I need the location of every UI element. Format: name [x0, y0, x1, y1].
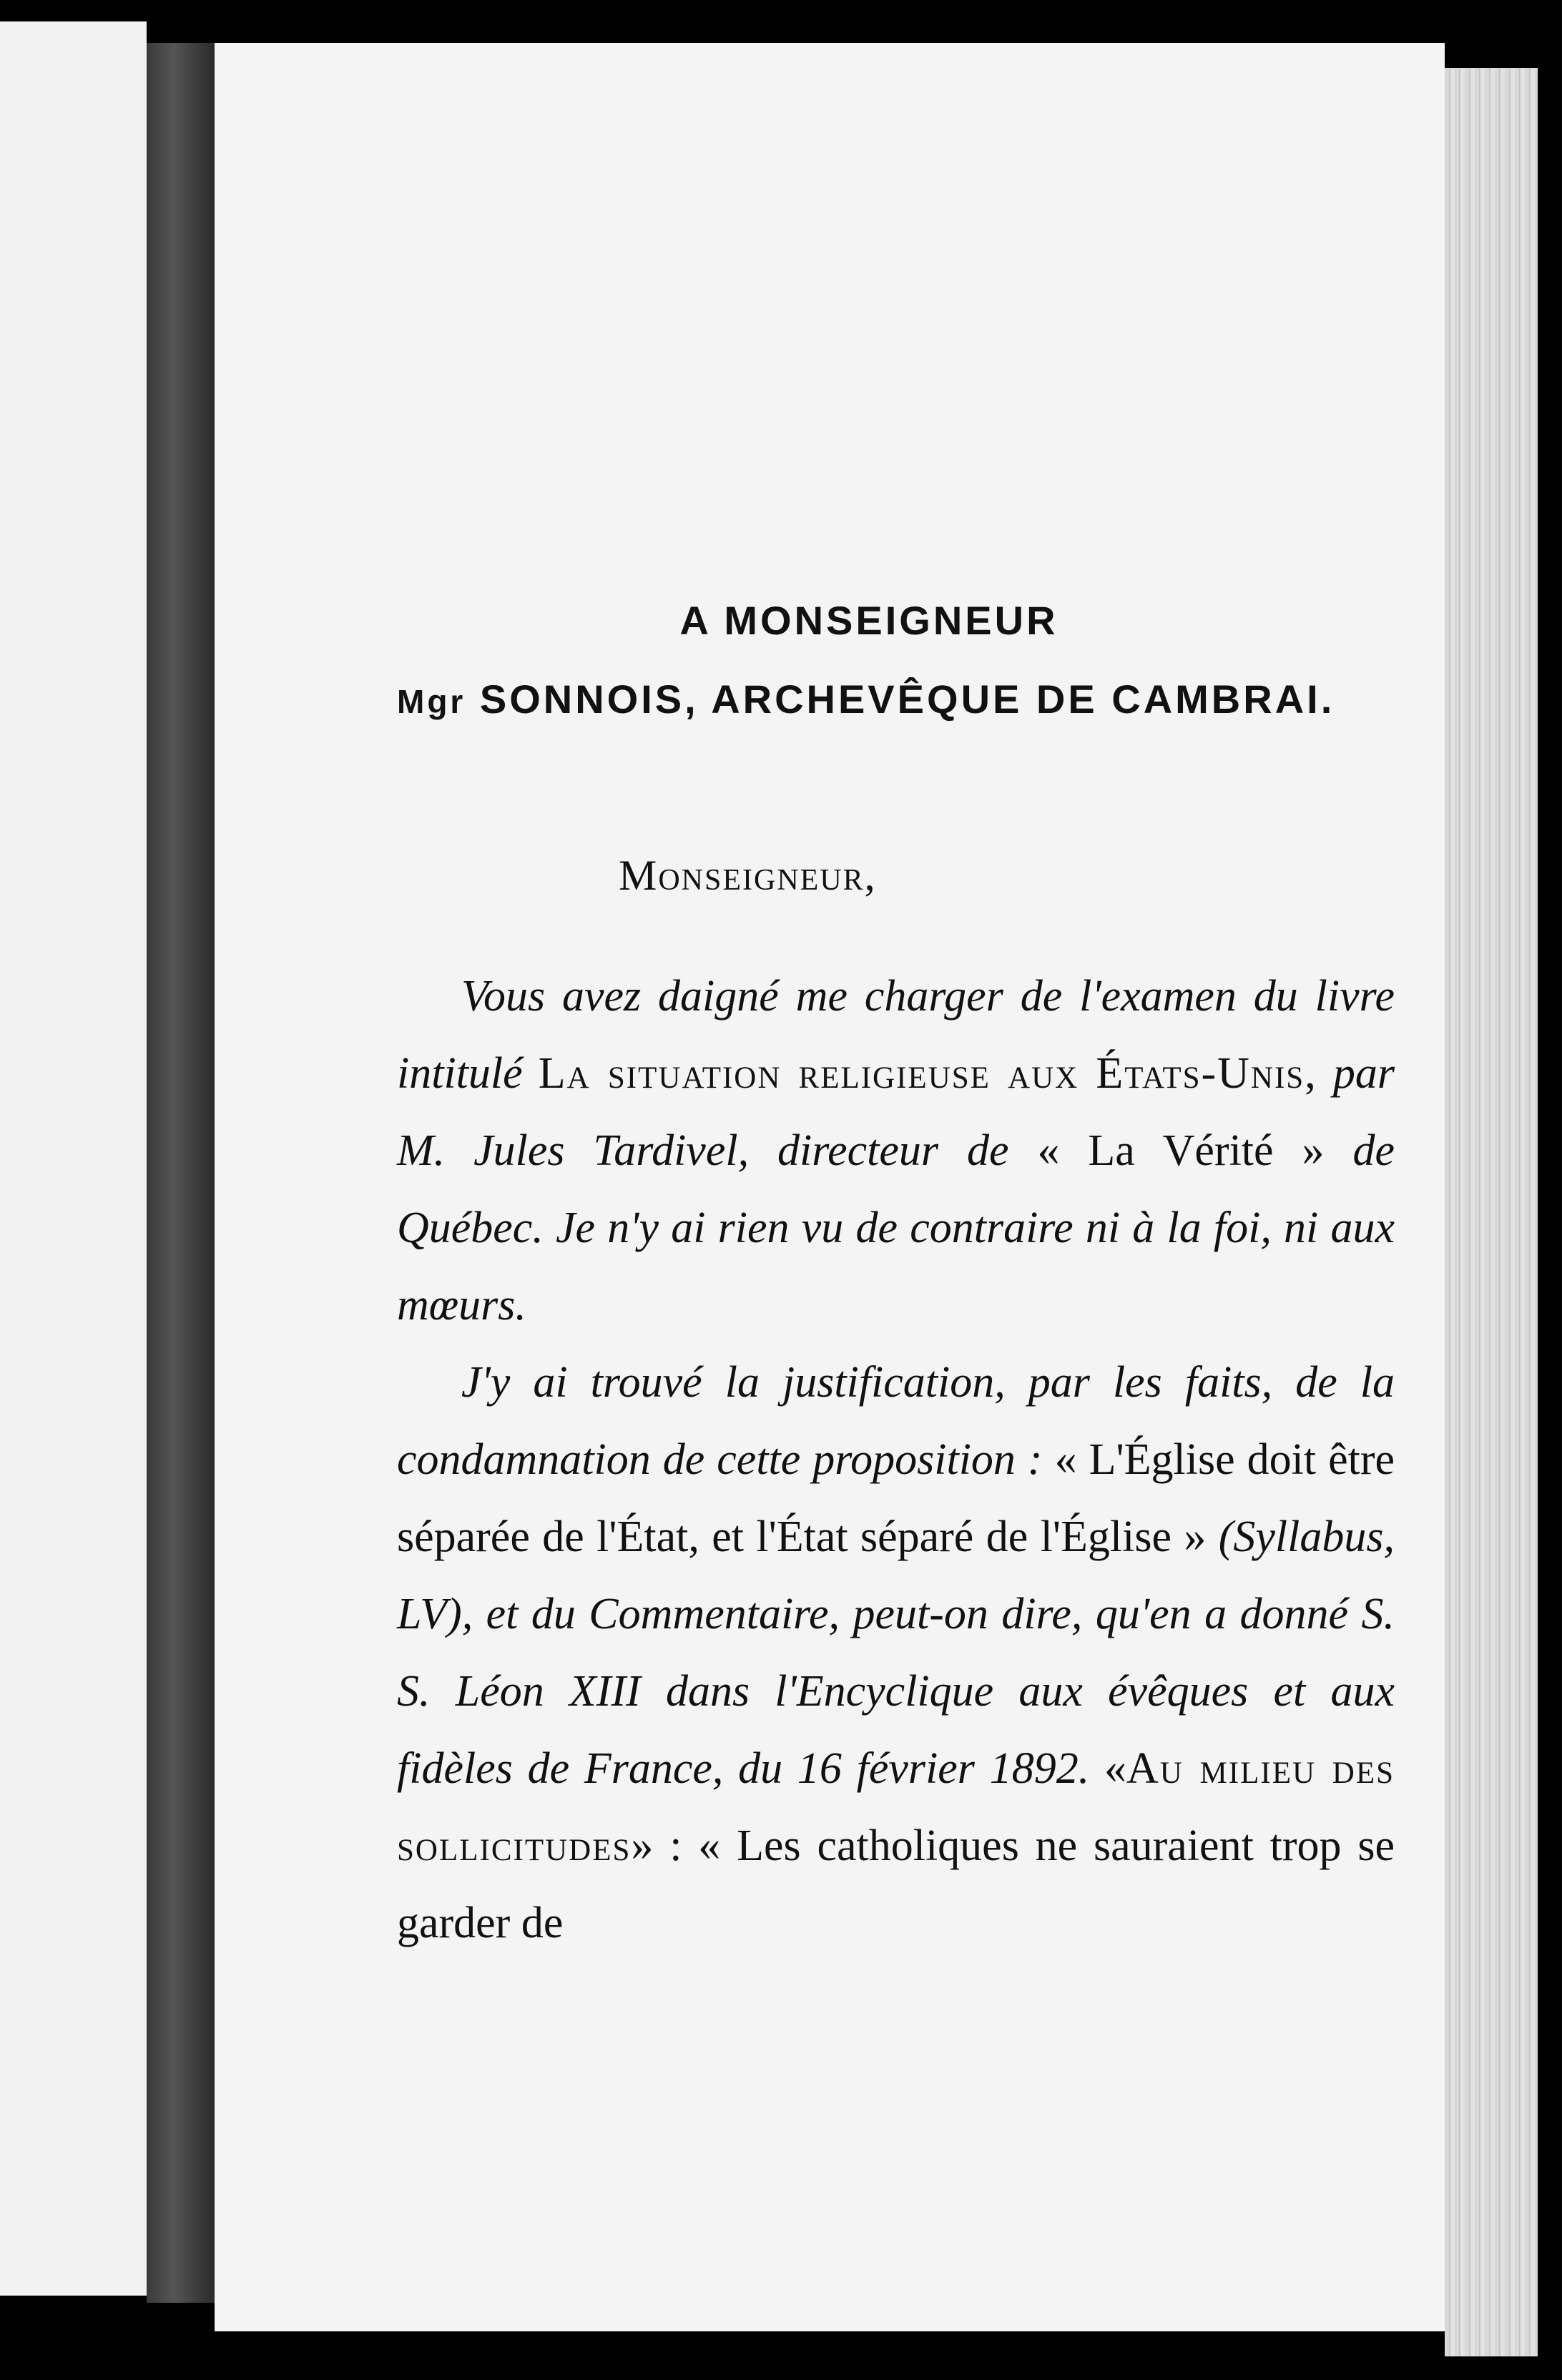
- paragraph-1-author: par M. Jules Tardivel, directeur de: [397, 1049, 1395, 1175]
- paragraph-2: [397, 1344, 1395, 1962]
- paragraph-1: [397, 958, 1395, 1344]
- encyclical-title: Au milieu des sollicitudes: [397, 1744, 1395, 1870]
- dedication-recipient-name: SONNOIS, ARCHEVÊQUE DE CAMBRAI.: [479, 677, 1335, 722]
- paragraph-2-connector: et: [486, 1590, 519, 1638]
- book-title: La situation religieuse aux États-Unis,: [538, 1049, 1317, 1098]
- letter-body: [397, 958, 1395, 1962]
- paragraph-1-opening: Vous avez daigné me charger de l'examen du livre intitulé: [397, 972, 1395, 1098]
- newspaper-title: « La Vérité »: [1037, 1126, 1325, 1175]
- dedication: [397, 597, 1413, 722]
- quote-open: «: [1104, 1744, 1126, 1793]
- salutation: Monseigneur,: [619, 852, 877, 899]
- paragraph-2-opening: J'y ai trouvé la justification, par les faits, de la condamnation de cette proposition :: [397, 1358, 1395, 1484]
- previous-page-edge: [0, 21, 147, 2296]
- condemned-proposition: « L'Église doit être séparée de l'État, et l'État séparé de l'Église »: [397, 1435, 1395, 1561]
- page: [215, 43, 1445, 2331]
- paragraph-1-closing: de Québec. Je n'y ai rien vu de contraire ni à la foi, ni aux mœurs.: [397, 1126, 1395, 1329]
- book-gutter: [147, 43, 215, 2303]
- page-stack-edges: [1445, 68, 1538, 2356]
- encyclical-quote: » : « Les catholiques ne sauraient trop se garder de: [397, 1821, 1395, 1947]
- encyclical-reference: du Commentaire, peut-on dire, qu'en a donné S. S. Léon XIII dans l'Encyclique aux évêques et aux fidèles de France, du 16 février 1892.: [397, 1590, 1395, 1793]
- syllabus-reference: (Syllabus, LV),: [397, 1513, 1395, 1638]
- dedication-heading: A MONSEIGNEUR: [679, 598, 1058, 643]
- dedication-title-abbrev: Mgr: [397, 683, 466, 720]
- page-content: [397, 597, 1413, 1962]
- dedication-recipient: [397, 676, 1413, 722]
